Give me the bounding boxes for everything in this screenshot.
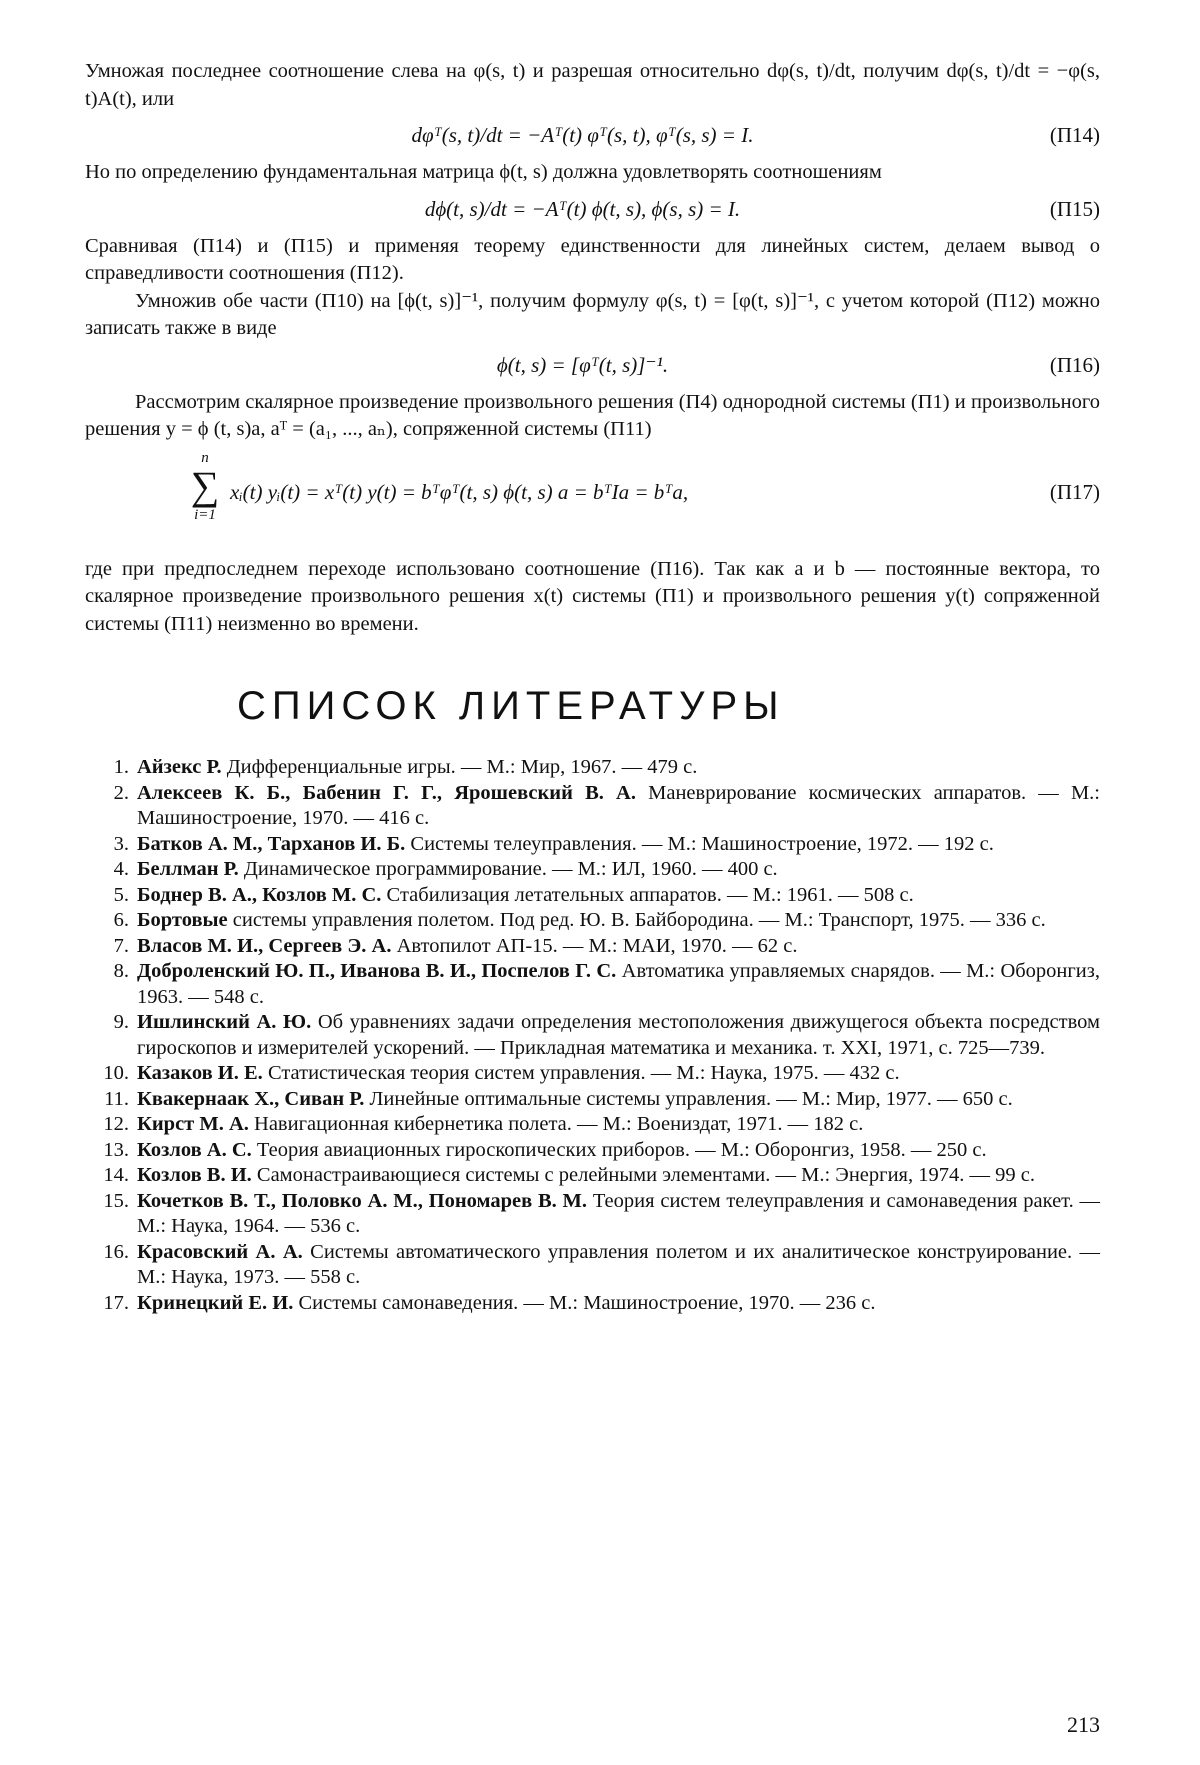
reference-item (85, 857, 1100, 883)
paragraph-p2: Но по определению фундаментальная матрица ϕ(t, s) должна удовлетворять соотношениям (85, 161, 882, 183)
reference-number: 16. (103, 1240, 129, 1263)
reference-authors: Бортовые (137, 909, 228, 931)
reference-text: Маневрирование космических аппаратов. — М.: Машиностроение, 1970. — 416 с. (137, 781, 1100, 829)
reference-authors: Беллман Р. (137, 858, 239, 880)
reference-authors: Айзекс Р. (137, 756, 222, 778)
formula-p15-number: (П15) (1049, 196, 1100, 221)
reference-authors: Боднер В. А., Козлов М. С. (137, 883, 382, 906)
formula-p15-expression: dϕ(t, s)/dt = −Aᵀ(t) ϕ(t, s), ϕ(s, s) = I. (424, 196, 741, 221)
reference-number: 15. (103, 1189, 129, 1212)
reference-item (85, 1240, 1100, 1291)
reference-item (85, 832, 1100, 858)
formula-p14-expression: dφᵀ(s, t)/dt = −Aᵀ(t) φᵀ(s, t), φᵀ(s, s) = I. (411, 123, 754, 147)
reference-number: 4. (113, 858, 129, 880)
reference-authors: Кирст М. А. (137, 1113, 249, 1135)
reference-item (85, 1138, 1100, 1164)
reference-number: 13. (103, 1138, 129, 1161)
formula-p17-expression: xᵢ(t) yᵢ(t) = xᵀ(t) y(t) = bᵀφᵀ(t, s) ϕ(t, s) a = bᵀIa = bᵀa, (230, 479, 689, 504)
reference-item (85, 1189, 1100, 1240)
reference-number: 11. (104, 1087, 129, 1110)
reference-item (85, 959, 1100, 1010)
reference-authors: Власов М. И., Сергеев Э. А. (137, 934, 392, 957)
reference-text: Теория систем телеуправления и самонаведения ракет. — М.: Наука, 1964. — 536 с. (137, 1189, 1101, 1237)
formula-p15 (85, 193, 1100, 225)
reference-item (85, 781, 1100, 832)
reference-text: Навигационная кибернетика полета. — М.: Воениздат, 1971. — 182 с. (254, 1113, 864, 1135)
summation-upper-limit: n (201, 449, 209, 466)
reference-text: Системы телеуправления. — М.: Машиностроение, 1972. — 192 с. (410, 832, 994, 855)
reference-authors: Кочетков В. Т., Половко А. М., Пономарев В. М. (137, 1189, 588, 1212)
reference-authors: Козлов А. С. (137, 1138, 252, 1161)
bibliography-heading: СПИСОК ЛИТЕРАТУРЫ (237, 684, 785, 728)
reference-item (85, 1163, 1100, 1189)
page-number: 213 (1067, 1712, 1100, 1737)
reference-number: 5. (113, 883, 129, 906)
reference-authors: Батков А. М., Тарханов И. Б. (137, 832, 406, 855)
summation-lower-limit: i=1 (194, 506, 216, 523)
reference-text: Теория авиационных гироскопических приборов. — М.: Оборонгиз, 1958. — 250 с. (256, 1138, 987, 1161)
reference-item (85, 1061, 1100, 1087)
formula-p16 (85, 349, 1100, 381)
reference-item (85, 1087, 1100, 1113)
reference-number: 8. (113, 960, 129, 982)
paragraph-p1: Умножая последнее соотношение слева на φ(s, t) и разрешая относительно dφ(s, t)/dt, получим dφ(s, t)/dt = −φ(s, t)A(t), или (85, 60, 1100, 110)
formula-p17 (85, 450, 1100, 546)
reference-item (85, 883, 1100, 909)
reference-text: Динамическое программирование. — М.: ИЛ, 1960. — 400 с. (243, 858, 778, 880)
reference-text: системы управления полетом. Под ред. Ю. В. Байбородина. — М.: Транспорт, 1975. — 336 с. (232, 909, 1046, 931)
reference-number: 10. (103, 1062, 129, 1084)
reference-item (85, 1010, 1100, 1061)
reference-number: 7. (113, 934, 129, 957)
summation-sign (185, 450, 225, 524)
sigma-icon: ∑ (190, 462, 220, 508)
reference-text: Дифференциальные игры. — М.: Мир, 1967. — 479 с. (226, 756, 698, 778)
reference-item (85, 908, 1100, 934)
reference-authors: Ишлинский А. Ю. (137, 1011, 312, 1033)
reference-text: Статистическая теория систем управления. — М.: Наука, 1975. — 432 с. (267, 1062, 900, 1084)
reference-text: Автоматика управляемых снарядов. — М.: Оборонгиз, 1963. — 548 с. (137, 960, 1100, 1008)
reference-item (85, 1291, 1100, 1317)
reference-text: Об уравнениях задачи определения местоположения движущегося объекта посредством гироскопов и измерителей ускорений. — Прикладная математика и механика. т. XXI, 1971, с. 725—739. (137, 1011, 1100, 1059)
reference-authors: Квакернаак Х., Сиван Р. (137, 1087, 365, 1110)
paragraph-p3: Сравнивая (П14) и (П15) и применяя теорему единственности для линейных систем, делаем вывод о справедливости соотношения (П12). (85, 234, 1100, 284)
reference-number: 2. (113, 781, 129, 804)
reference-list (85, 755, 1100, 1316)
paragraph-p4: Умножив обе части (П10) на [ϕ(t, s)]⁻¹, получим формулу φ(s, t) = [φ(t, s)]⁻¹, с учетом которой (П12) можно записать также в виде (85, 289, 1100, 339)
formula-p16-number: (П16) (1049, 352, 1100, 377)
reference-authors: Кринецкий Е. И. (137, 1291, 294, 1314)
reference-text: Самонастраивающиеся системы с релейными элементами. — М.: Энергия, 1974. — 99 с. (256, 1164, 1035, 1186)
reference-number: 17. (103, 1291, 129, 1314)
formula-p17-number: (П17) (1049, 479, 1100, 504)
reference-authors: Казаков И. Е. (137, 1062, 263, 1084)
reference-item (85, 755, 1100, 781)
reference-number: 3. (113, 832, 129, 855)
reference-text: Линейные оптимальные системы управления. — М.: Мир, 1977. — 650 с. (369, 1087, 1013, 1110)
reference-authors: Алексеев К. Б., Бабенин Г. Г., Ярошевский В. А. (137, 781, 636, 804)
reference-number: 14. (103, 1164, 129, 1186)
reference-number: 12. (103, 1113, 129, 1135)
reference-item (85, 934, 1100, 960)
reference-text: Системы автоматического управления полетом и их аналитическое конструирование. — М.: Наука, 1973. — 558 с. (137, 1240, 1100, 1288)
paragraph-p5: Рассмотрим скалярное произведение произвольного решения (П4) однородной системы (П1) и произвольного решения y = ϕ (t, s)a, aᵀ = (a₁, ..., aₙ), сопряженной системы (П11) (85, 390, 1100, 440)
formula-p14 (85, 119, 1100, 151)
formula-p16-expression: ϕ(t, s) = [φᵀ(t, s)]⁻¹. (496, 352, 669, 377)
reference-number: 9. (113, 1011, 129, 1033)
reference-text: Стабилизация летательных аппаратов. — М.: 1961. — 508 с. (386, 883, 914, 906)
reference-item (85, 1112, 1100, 1138)
reference-authors: Доброленский Ю. П., Иванова В. И., Поспелов Г. С. (137, 960, 617, 982)
reference-number: 1. (113, 756, 129, 778)
paragraph-p6: где при предпоследнем переходе использовано соотношение (П16). Так как a и b — постоянные вектора, то скалярное произведение произвольного решения x(t) системы (П1) и произвольного решения y(t) сопряженной системы (П11) неизменно во времени. (85, 557, 1100, 635)
reference-authors: Козлов В. И. (137, 1164, 252, 1186)
reference-text: Автопилот АП-15. — М.: МАИ, 1970. — 62 с. (396, 934, 798, 957)
reference-number: 6. (113, 909, 129, 931)
reference-text: Системы самонаведения. — М.: Машиностроение, 1970. — 236 с. (298, 1291, 876, 1314)
reference-authors: Красовский А. А. (137, 1240, 303, 1263)
formula-p14-number: (П14) (1049, 123, 1100, 147)
